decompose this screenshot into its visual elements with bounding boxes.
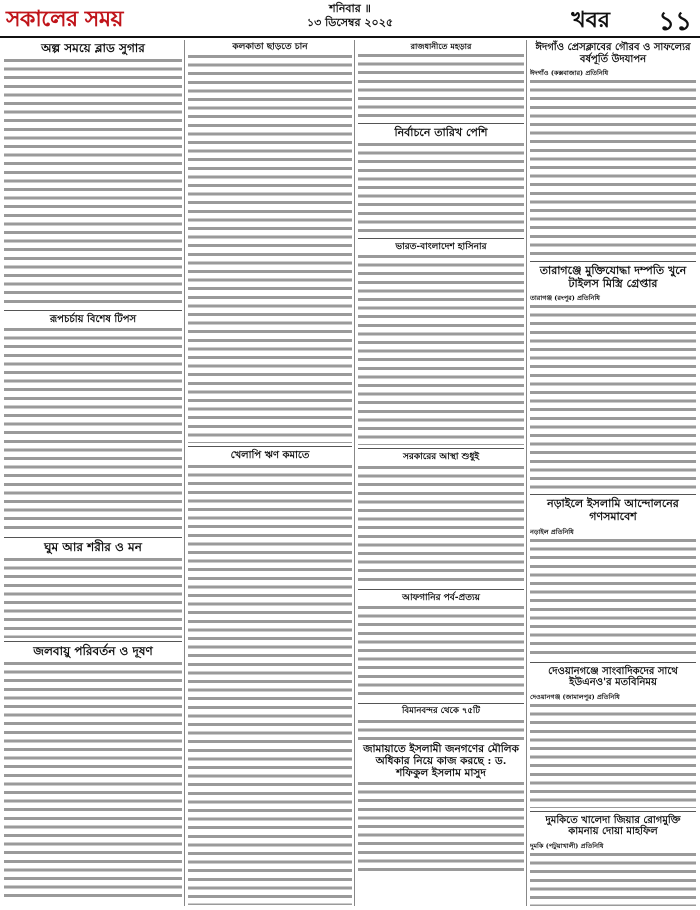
column-divider [184, 40, 185, 906]
story-default-loan [188, 450, 352, 905]
column-2 [188, 40, 352, 906]
body-text [358, 255, 524, 445]
headline: জামায়াতে ইসলামী জনগণের মৌলিক অধিকার নিয়ে কাজ করছে : ড. শফিকুল ইসলাম মাসুদ [363, 742, 519, 779]
body-text [358, 54, 524, 120]
byline: ঈদগাঁও (কক্সবাজার) প্রতিনিধি [530, 69, 609, 77]
body-text [530, 80, 696, 258]
divider [530, 494, 696, 495]
story-govt-trust [358, 452, 524, 585]
divider [530, 662, 696, 663]
story-climate [4, 645, 182, 902]
body-text [4, 59, 182, 307]
headline: কলকাতা ছাড়তে চান [232, 42, 308, 52]
headline: তারাগঞ্জে মুক্তিযোদ্ধা দম্পতি খুনে টাইলস মিস্ত্রি গ্রেপ্তার [539, 264, 687, 290]
story-india-bangladesh [358, 242, 524, 445]
story-kolkata [188, 42, 352, 443]
story-afghan [358, 593, 524, 700]
body-text [530, 305, 696, 491]
byline: নড়াইল প্রতিনিধি [530, 527, 574, 536]
story-narail [530, 498, 696, 658]
divider [530, 261, 696, 262]
divider [4, 641, 182, 642]
column-divider [526, 40, 527, 906]
headline: দেওয়ানগঞ্জে সাংবাদিকদের সাথে ইউএনও'র মতবিনিময় [548, 665, 678, 689]
headline: নির্বাচনে তারিখ পেশি [394, 126, 488, 140]
headline: নড়াইলে ইসলামি আন্দোলনের গণসমাবেশ [547, 497, 679, 523]
body-text [358, 143, 524, 235]
column-1 [4, 40, 182, 906]
story-airport [358, 707, 524, 740]
story-sleep [4, 541, 182, 638]
divider [358, 123, 524, 124]
story-press-club [530, 42, 696, 258]
divider [358, 238, 524, 239]
divider [530, 811, 696, 812]
body-text [358, 466, 524, 586]
story-capital-drill [358, 42, 524, 120]
byline: দেওয়ানগঞ্জ (জামালপুর) প্রতিনিধি [530, 692, 620, 701]
body-text [188, 55, 352, 443]
divider [188, 446, 352, 447]
body-text [4, 558, 182, 638]
headline: রাজধানীতে মহড়ার [410, 41, 472, 51]
body-text [4, 662, 182, 902]
headline: ঈদগাঁও প্রেসক্লাবের গৌরব ও সাফল্যের বর্ষপূর্তি উদযাপন [535, 42, 691, 65]
headline: আফগানির পর্ব-প্রত্যয় [402, 592, 480, 603]
divider [358, 703, 524, 704]
byline: দুমকি (পটুয়াখালী) প্রতিনিধি [530, 841, 604, 850]
story-election [358, 127, 524, 235]
body-text [530, 539, 696, 659]
story-dewanganj [530, 666, 696, 808]
divider [358, 448, 524, 449]
byline: তারাগঞ্জ (রংপুর) প্রতিনিধি [530, 294, 600, 303]
column-4 [530, 40, 696, 906]
column-3 [358, 40, 524, 906]
newspaper-logo: সকালের সময় [6, 6, 124, 32]
body-text [4, 328, 182, 534]
headline: রূপচর্চায় বিশেষ টিপস [49, 313, 137, 325]
headline: ভারত-বাংলাদেশ হাসিনার [395, 241, 487, 252]
story-skin-care [4, 314, 182, 535]
story-dumki [530, 815, 696, 906]
dateline [220, 2, 480, 30]
headline: সরকারের আস্থা শুধুই [402, 452, 480, 463]
story-blood-sugar [4, 42, 182, 307]
body-text [358, 606, 524, 700]
story-jamaat [358, 743, 524, 872]
body-text [188, 465, 352, 905]
masthead [0, 0, 700, 38]
story-taraganj [530, 265, 696, 491]
body-text [358, 720, 524, 740]
divider [4, 537, 182, 538]
headline: দুমকিতে খালেদা জিয়ার রোগমুক্তি কামনায় দোয়া মাহফিল [545, 814, 681, 838]
headline: জলবায়ু পরিবর্তন ও দূষণ [33, 644, 153, 659]
divider [4, 310, 182, 311]
headline: ঘুম আর শরীর ও মন [44, 540, 142, 555]
page-number: ১১ [658, 7, 692, 37]
headline: বিমানবন্দর থেকে ৭৫টি [402, 705, 480, 716]
body-text [530, 704, 696, 808]
section-title: খবর [571, 7, 610, 33]
divider [358, 589, 524, 590]
body-text [530, 853, 696, 906]
day-label: শনিবার ॥ [329, 2, 371, 15]
body-text [358, 782, 524, 872]
headline: খেলাপি ঋণ কমাতে [230, 450, 310, 462]
headline: অল্প সময়ে ব্লাড সুগার [41, 41, 145, 55]
column-divider [354, 40, 355, 906]
date-label: ১৩ ডিসেম্বর ২০২৫ [306, 16, 393, 29]
